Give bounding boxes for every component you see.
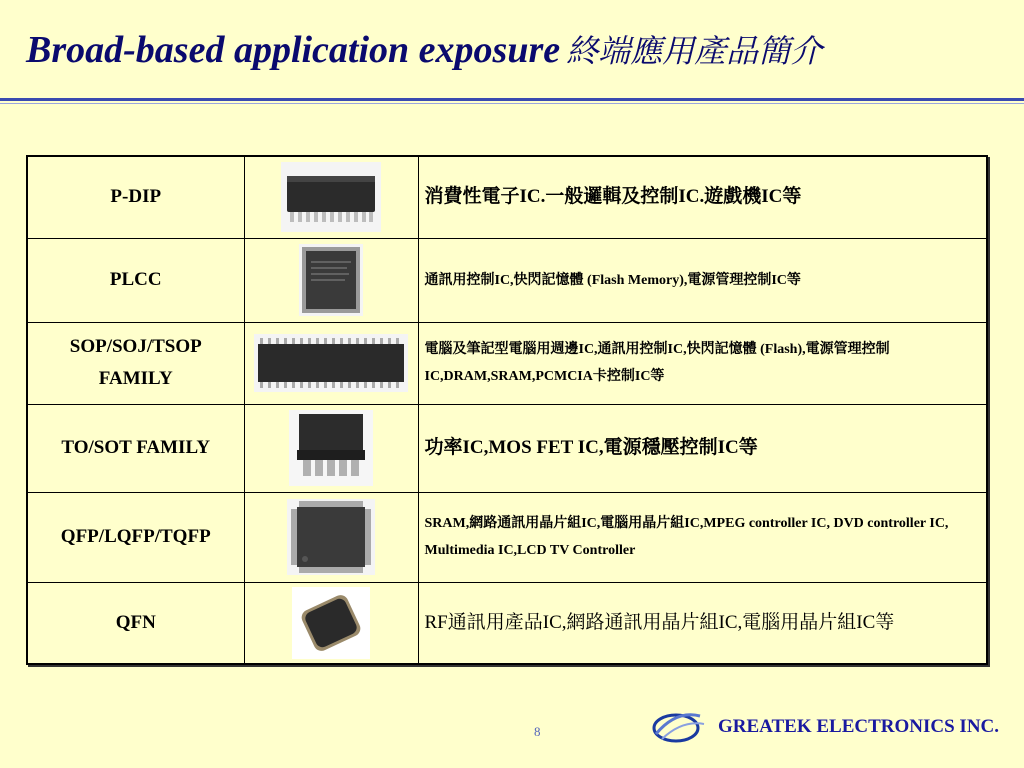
package-applications: 消費性電子IC.一般邏輯及控制IC.遊戲機IC等 (418, 156, 987, 238)
table-row (27, 322, 987, 404)
package-name: P-DIP (27, 156, 244, 238)
table-row (27, 156, 987, 238)
pdip-chip-icon (281, 162, 381, 232)
package-image-cell (244, 322, 418, 404)
table-row (27, 238, 987, 322)
slide-title-en: Broad-based application exposure (26, 29, 561, 71)
title-divider (0, 98, 1024, 101)
greatek-logo-icon (648, 706, 708, 746)
package-name: QFP/LQFP/TQFP (27, 492, 244, 582)
plcc-chip-icon (299, 244, 363, 316)
package-image-cell (244, 404, 418, 492)
page-number: 8 (534, 724, 541, 739)
package-name: TO/SOT FAMILY (27, 404, 244, 492)
sop-chip-icon (254, 334, 408, 392)
package-applications: 通訊用控制IC,快閃記憶體 (Flash Memory),電源管理控制IC等 (418, 238, 987, 322)
to-sot-chip-icon (289, 410, 373, 486)
table-row (27, 404, 987, 492)
company-name: GREATEK ELECTRONICS INC. (718, 716, 1000, 737)
package-image-cell (244, 492, 418, 582)
package-applications: 電腦及筆記型電腦用週邊IC,通訊用控制IC,快閃記憶體 (Flash),電源管理控制IC,DRAM,SRAM,PCMCIA卡控制IC等 (418, 322, 987, 404)
package-table (26, 155, 988, 665)
qfp-chip-icon (287, 499, 375, 575)
package-applications: SRAM,網路通訊用晶片組IC,電腦用晶片組IC,MPEG controller IC, DVD controller IC, Multimedia IC,LCD TV Controller (418, 492, 987, 582)
package-name: SOP/SOJ/TSOP FAMILY (27, 322, 244, 404)
package-image-cell (244, 582, 418, 664)
package-image-cell (244, 156, 418, 238)
table-row (27, 582, 987, 664)
package-applications: 功率IC,MOS FET IC,電源穩壓控制IC等 (418, 404, 987, 492)
package-applications: RF通訊用產品IC,網路通訊用晶片組IC,電腦用晶片組IC等 (418, 582, 987, 664)
slide-title (26, 26, 822, 72)
qfn-chip-icon (292, 587, 370, 659)
slide-title-zh: 終端應用產品簡介 (566, 33, 823, 69)
package-name: QFN (27, 582, 244, 664)
package-image-cell (244, 238, 418, 322)
package-name: PLCC (27, 238, 244, 322)
table-row (27, 492, 987, 582)
title-divider-thin (0, 103, 1024, 104)
